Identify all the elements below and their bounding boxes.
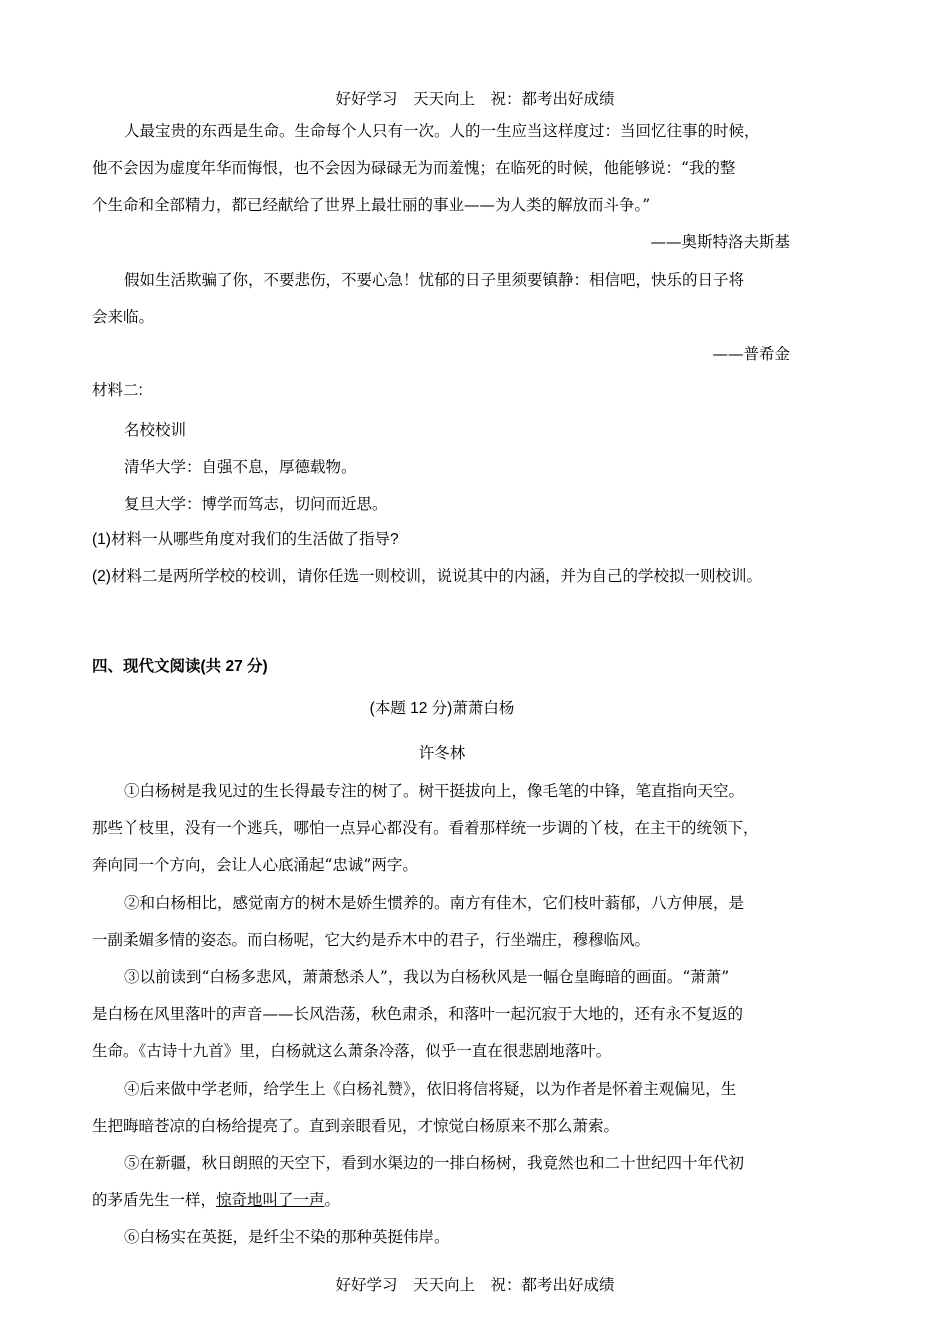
quote1-line-1: 人最宝贵的东西是生命。生命每个人只有一次。人的一生应当这样度过：当回忆往事的时候，	[124, 122, 760, 140]
article-line-8: 生命。《古诗十九首》里，白杨就这么萧条冷落，似乎一直在很悲剧地落叶。	[92, 1042, 612, 1060]
article-line-2: 那些丫枝里，没有一个逃兵，哪怕一点异心都没有。看着那样统一步调的丫枝，在主干的统领下，	[92, 819, 759, 837]
quote2-author: ——普希金	[712, 345, 790, 363]
article-line-12-end: 。	[324, 1191, 341, 1209]
article-line-13: ⑥白杨实在英挺，是纤尘不染的那种英挺伟岸。	[124, 1228, 450, 1246]
article-author: 许冬林	[418, 744, 466, 762]
material2-title: 名校校训	[124, 421, 187, 439]
material2-item-tsinghua: 清华大学：自强不息，厚德载物。	[124, 458, 357, 476]
article-line-11: ⑤在新疆，秋日朗照的天空下，看到水渠边的一排白杨树，我竟然也和二十世纪四十年代初	[124, 1154, 745, 1172]
quote2-line-2: 会来临。	[92, 308, 155, 326]
quote1-author: ——奥斯特洛夫斯基	[650, 233, 790, 251]
article-line-6: ③以前读到“白杨多悲风，萧萧愁杀人”，我以为白杨秋风是一幅仓皇晦暗的画面。“萧萧”	[124, 968, 730, 986]
article-line-1: ①白杨树是我见过的生长得最专注的树了。树干挺拔向上，像毛笔的中锋，笔直指向天空。	[124, 782, 745, 800]
article-line-10: 生把晦暗苍凉的白杨给提亮了。直到亲眼看见，才惊觉白杨原来不那么萧索。	[92, 1117, 620, 1135]
quote2-line-1: 假如生活欺骗了你，不要悲伤，不要心急！忧郁的日子里须要镇静：相信吧，快乐的日子将	[124, 271, 745, 289]
article-line-12	[92, 1190, 340, 1210]
article-line-4: ②和白杨相比，感觉南方的树木是娇生惯养的。南方有佳木，它们枝叶蓊郁，八方伸展，是	[124, 894, 745, 912]
underlined-phrase: 惊奇地叫了一声	[216, 1191, 325, 1209]
article-line-3: 奔向同一个方向，会让人心底涌起“忠诚”两字。	[92, 856, 418, 874]
article-line-12-text: 的茅盾先生一样，	[92, 1191, 217, 1209]
article-line-5: 一副柔媚多情的姿态。而白杨呢，它大约是乔木中的君子，行坐端庄，穆穆临风。	[92, 931, 651, 949]
material2-item-fudan: 复旦大学：博学而笃志，切问而近思。	[124, 495, 388, 513]
article-line-9: ④后来做中学老师，给学生上《白杨礼赞》，依旧将信将疑，以为作者是怀着主观偏见，生	[124, 1080, 737, 1098]
question-2: (2)材料二是两所学校的校训，请你任选一则校训，说说其中的内涵，并为自己的学校拟一则校训。	[92, 568, 762, 585]
page-footer: 好好学习 天天向上 祝：都考出好成绩	[335, 1276, 615, 1294]
quote1-line-2: 他不会因为虚度年华而悔恨，也不会因为碌碌无为而羞愧；在临死的时候，他能够说：“我的整	[92, 159, 736, 177]
article-line-7: 是白杨在风里落叶的声音——长风浩荡，秋色肃杀，和落叶一起沉寂于大地的，还有永不复返的	[92, 1005, 744, 1023]
page-header: 好好学习 天天向上 祝：都考出好成绩	[335, 90, 615, 108]
article-title: (本题 12 分)萧萧白杨	[369, 700, 515, 717]
question-1: (1)材料一从哪些角度对我们的生活做了指导?	[92, 531, 399, 548]
quote1-line-3: 个生命和全部精力，都已经献给了世界上最壮丽的事业——为人类的解放而斗争。”	[92, 196, 651, 214]
material2-label: 材料二:	[92, 382, 143, 399]
section-heading: 四、现代文阅读(共 27 分)	[92, 658, 268, 675]
